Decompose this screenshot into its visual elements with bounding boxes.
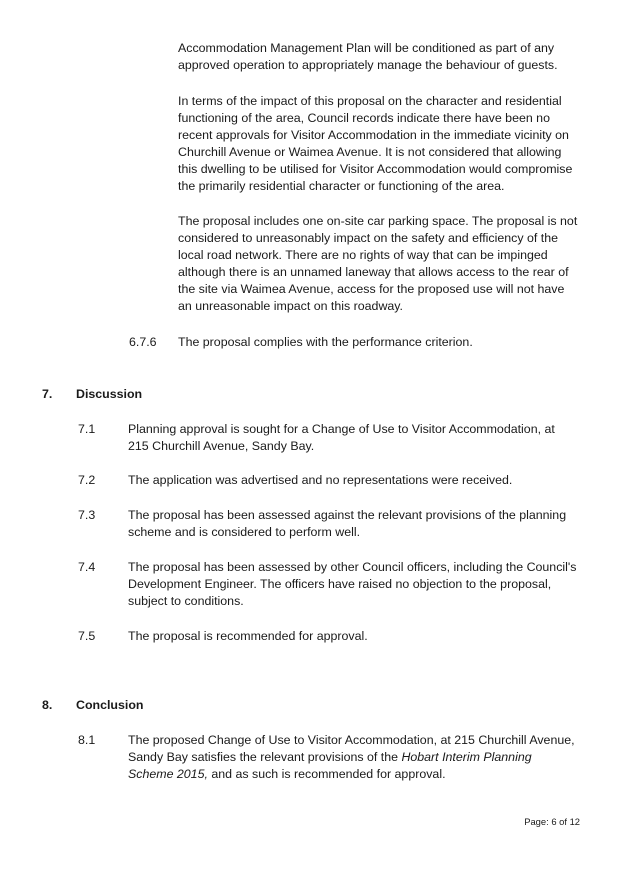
clause-number: 8.1: [78, 733, 96, 747]
clause-text: [128, 732, 578, 783]
clause-text: The proposal has been assessed against the relevant provisions of the planning scheme and is considered to perform well.: [128, 508, 567, 540]
paragraph-parking: The proposal includes one on-site car parking space. The proposal is not considered to unreasonably impact on the safety and efficiency of the local road network. There are no rights of way that can be impinged although there is an unnamed laneway that allows access to the rear of the site via Waimea Avenue, access for the proposed use will not have an unreasonable impact on this roadway.: [178, 214, 578, 314]
paragraph-character-impact: In terms of the impact of this proposal on the character and residential functioning of the area, Council records indicate there have been no recent approvals for Visitor Accommodation in the immediate vicinity on Churchill Avenue or Waimea Avenue. It is not considered that allowing this dwelling to be utilised for Visitor Accommodation would compromise the primarily residential character or functioning of the area.: [178, 94, 573, 194]
clause-number: 7.3: [78, 508, 96, 522]
clause-text: The proposal complies with the performance criterion.: [178, 335, 473, 349]
section-7-title: Discussion: [76, 387, 143, 401]
clause-number: 6.7.6: [129, 335, 157, 349]
clause-text: The proposal is recommended for approval.: [128, 629, 368, 643]
clause-text-part-1: The proposed Change of Use to Visitor Accommodation, at 215 Churchill Avenue, Sandy Bay satisfies the relevant provisions of the: [128, 733, 575, 765]
section-7-number: 7.: [42, 387, 53, 401]
clause-number: 7.5: [78, 629, 96, 643]
clause-number: 7.1: [78, 422, 96, 436]
clause-text: The application was advertised and no representations were received.: [128, 473, 513, 487]
clause-text-part-2: and as such is recommended for approval.: [207, 767, 446, 782]
clause-text: The proposal has been assessed by other Council officers, including the Council's Development Engineer. The officers have raised no objection to the proposal, subject to conditions.: [128, 560, 577, 609]
scheme-name: Hobart Interim Planning Scheme 2015,: [128, 750, 532, 782]
clause-number: 7.4: [78, 560, 96, 574]
paragraph-management-plan: Accommodation Management Plan will be conditioned as part of any approved operation to appropriately manage the behaviour of guests.: [178, 41, 558, 73]
section-8-number: 8.: [42, 698, 53, 712]
clause-text: Planning approval is sought for a Change of Use to Visitor Accommodation, at 215 Churchill Avenue, Sandy Bay.: [128, 422, 555, 454]
clause-number: 7.2: [78, 473, 96, 487]
section-8-title: Conclusion: [76, 698, 144, 712]
page-number: Page: 6 of 12: [524, 816, 580, 827]
